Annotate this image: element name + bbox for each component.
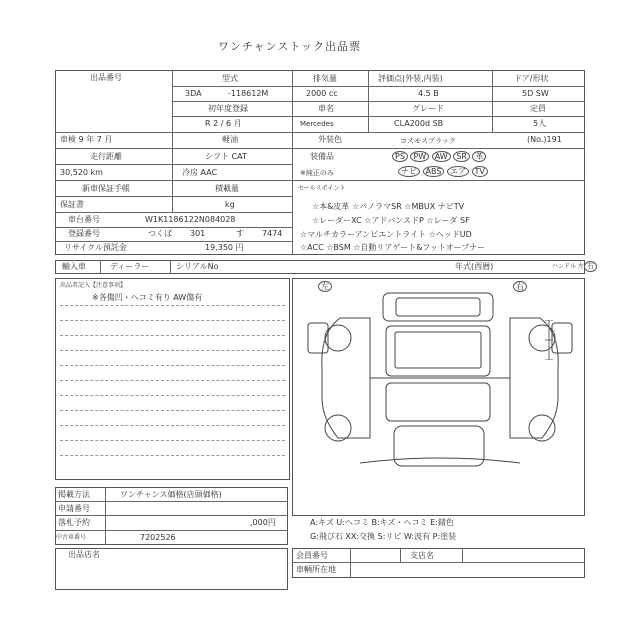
capacity-value: 5人 [533,119,547,128]
seller-label: 出品店名 [68,550,100,559]
sales-point-1: ☆本&皮革 ☆パノラマSR ☆MBUX ナビTV [312,202,465,211]
vin-value: W1K1186122N084028 [145,215,236,224]
grade-value: CLA200d SB [394,119,444,128]
rating-value: 4.5 B [418,89,439,98]
fuel-value: 軽油 [222,135,238,144]
displacement-value: 2000 cc [306,89,338,98]
displacement-label: 排気量 [313,74,337,83]
year-label: 年式(西暦) [455,262,494,271]
new-car-warranty-label: 新車保証手帳 [82,184,130,193]
equipment-sub-label: ※純正のみ [300,169,334,177]
remarks-label: 出品者記入【注意事項】 [60,282,127,289]
rating-label: 評価点(外装,内装) [378,74,443,83]
plate-label: 登録番号 [68,229,100,238]
damage-legend-2: G:飛び石 XX:交換 S:リビ W:波有 P:塗装 [310,532,457,541]
recycle-amount: 19,350 円 [205,243,244,252]
capacity-label: 定員 [530,104,546,113]
inspection-value: 車検 9 年 7 月 [60,135,113,144]
sales-point-2: ☆レーダーXC ☆アドバンスドP ☆レーダ SF [312,216,470,225]
equipment-label: 装備品 [310,152,334,161]
sale-note-label: 申請番号 [58,504,90,513]
equipment-aw: AW [432,151,451,162]
handle-value: 右 [584,261,597,272]
plate-kana: す [236,229,244,238]
remarks-line-1: ※各傷凹・ヘコミ有り AW傷有 [92,293,203,302]
doors-label: ドア/形状 [514,74,549,83]
plate-number: 7474 [262,229,283,238]
first-reg-value: R 2 / 6 月 [205,119,242,128]
price-label: 落札予約 [58,518,90,527]
sales-point-3: ☆マルチカラーアンビエントライト ☆ヘッドUD [300,230,472,239]
id-label: 中古車番号 [56,534,87,541]
color-label: 外装色 [318,135,342,144]
equipment-sr: SR [453,151,470,162]
equipment-air: エア [447,166,469,177]
recycle-label: リサイクル預託金 [64,243,127,252]
equipment-leather: 革 [472,151,486,162]
lot-label: 出品番号 [90,73,122,82]
doors-value: 5D SW [522,89,549,98]
sale-method-label: 掲載方法 [58,490,90,499]
price-value: ,000円 [250,518,276,527]
sales-points-label: セールスポイント [298,185,346,192]
vin-label: 車台番号 [68,215,100,224]
model-number: -118612M [228,89,269,98]
diagram-right-label: 右 [513,281,527,292]
plate-class: 301 [190,229,206,238]
weight-label: 積載量 [215,184,239,193]
member-label: 会員番号 [296,551,328,560]
diagram-left-label: 左 [318,281,332,292]
aircon-value: 冷房 AAC [182,168,218,177]
equipment-list-2 [398,166,488,177]
maker-value: Mercedes [300,120,334,128]
equipment-tv: TV [472,166,488,177]
branch-label: 支店名 [410,551,434,560]
equipment-navi: ナビ [398,166,420,177]
id-value: 7202526 [140,533,176,542]
color-no: (No.)191 [527,135,562,144]
model-code: 3DA [185,89,202,98]
damage-legend-1: A:キズ U:ヘコミ B:キズ・ヘコミ E:錆色 [310,518,454,527]
remarks-box [55,278,290,480]
equipment-ps: PS [392,151,408,162]
color-value: コスモスブラック [400,137,456,145]
weight-unit: kg [225,200,235,209]
import-label: 輸入車 [62,262,86,271]
first-reg-label: 初年度登録 [208,104,248,113]
sale-method-value: ワンチャンス価格(店頭価格) [120,490,222,499]
location-label: 車輌所在地 [296,565,336,574]
model-label: 型式 [222,74,238,83]
page-title: ワンチャンストック出品票 [218,40,362,53]
import-dealer: ディーラー [110,262,150,271]
plate-region: つくば [148,229,172,238]
handle-label: ハンドル 左 [552,263,584,270]
equipment-abs: ABS [423,166,445,177]
shift-label: シフト CAT [205,152,247,161]
equipment-list [392,151,486,162]
equipment-pw: PW [410,151,429,162]
warranty-label: 保証書 [60,200,84,209]
mileage-value: 30,520 km [60,168,103,177]
car-diagram-icon [300,288,580,473]
sales-point-4: ☆ACC ☆BSM ☆自動リアゲート&フットオープナー [300,243,486,252]
mileage-label: 走行距離 [90,152,122,161]
import-serial: シリアルNo [176,262,219,271]
scale-marker-icon [545,320,553,360]
grade-label: グレード [412,104,444,113]
maker-label: 車名 [318,104,334,113]
